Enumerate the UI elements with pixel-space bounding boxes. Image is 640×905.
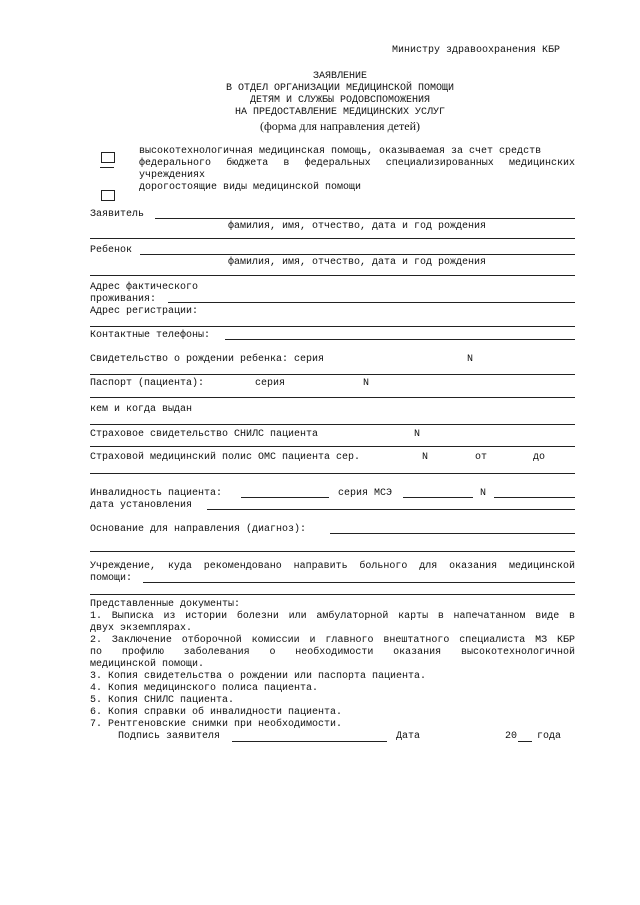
birth-cert-number-label: N <box>467 354 474 365</box>
oms-label: Страховой медицинский полис ОМС пациента сер. <box>90 452 361 463</box>
oms-from-label: от <box>475 452 488 463</box>
disability-field[interactable] <box>241 497 329 498</box>
passport-label: Паспорт (пациента): <box>90 378 205 389</box>
applicant-field-continued[interactable] <box>90 238 575 239</box>
established-field[interactable] <box>207 509 575 510</box>
title-line: ЗАЯВЛЕНИЕ <box>312 71 367 82</box>
expensive-care-label: дорогостоящие виды медицинской помощи <box>139 182 362 193</box>
actual-address-label: Адрес фактического <box>90 282 199 293</box>
child-hint: фамилия, имя, отчество, дата и год рождения <box>228 257 487 268</box>
hitech-option-line: федерального бюджета в федеральных специализированных медицинских <box>139 158 575 169</box>
actual-address-field[interactable] <box>168 302 575 303</box>
issued-by-label: кем и когда выдан <box>90 404 193 415</box>
signature-label: Подпись заявителя <box>118 731 221 742</box>
form-subtitle: (форма для направления детей) <box>260 119 420 133</box>
documents-heading: Представленные документы: <box>90 599 241 610</box>
document-item: 3. Копия свидетельства о рождении или паспорта пациента. <box>90 671 427 682</box>
mse-series-label: серия МСЭ <box>338 488 393 499</box>
birth-cert-label: Свидетельство о рождении ребенка: серия <box>90 354 325 365</box>
reg-address-field[interactable] <box>90 326 575 327</box>
oms-field[interactable] <box>90 473 575 474</box>
signature-field[interactable] <box>232 741 387 742</box>
oms-to-label: до <box>533 452 546 463</box>
expensive-care-checkbox[interactable] <box>101 190 115 201</box>
disability-label: Инвалидность пациента: <box>90 488 223 499</box>
addressee: Министру здравоохранения КБР <box>392 45 561 56</box>
applicant-field[interactable] <box>155 218 575 219</box>
passport-field[interactable] <box>90 397 575 398</box>
diagnosis-field-continued[interactable] <box>90 551 575 552</box>
passport-series-label: серия <box>255 378 286 389</box>
passport-number-label: N <box>363 378 370 389</box>
snils-field[interactable] <box>90 446 575 447</box>
oms-number-label: N <box>422 452 429 463</box>
snils-label: Страховое свидетельство СНИЛС пациента <box>90 429 319 440</box>
document-item: 2. Заключение отборочной комиссии и главного внештатного специалиста МЗ КБР <box>90 635 575 646</box>
document-title <box>170 71 510 133</box>
title-line: НА ПРЕДОСТАВЛЕНИЕ МЕДИЦИНСКИХ УСЛУГ <box>234 107 446 118</box>
reg-address-label: Адрес регистрации: <box>90 306 199 317</box>
phones-field[interactable] <box>225 339 575 340</box>
child-field-continued[interactable] <box>90 275 575 276</box>
date-label: Дата <box>396 731 421 742</box>
document-item: 7. Рентгеновские снимки при необходимости. <box>90 719 343 730</box>
mse-number-label: N <box>480 488 487 499</box>
applicant-hint: фамилия, имя, отчество, дата и год рождения <box>228 221 487 232</box>
year-prefix: 20 <box>505 731 518 742</box>
phones-label: Контактные телефоны: <box>90 330 211 341</box>
document-item: 4. Копия медицинского полиса пациента. <box>90 683 319 694</box>
institution-field-continued[interactable] <box>90 594 575 595</box>
year-suffix: года <box>537 731 562 742</box>
institution-label-2: помощи: <box>90 573 133 584</box>
document-item: 6. Копия справки об инвалидности пациента. <box>90 707 343 718</box>
document-item: медицинской помощи. <box>90 659 205 670</box>
title-line: ДЕТЯМ И СЛУЖБЫ РОДОВСПОМОЖЕНИЯ <box>249 95 431 106</box>
document-item: двух экземплярах. <box>90 623 193 634</box>
document-item: 1. Выписка из истории болезни или амбулаторной карты в напечатанном виде в <box>90 611 575 622</box>
birth-cert-field[interactable] <box>90 374 575 375</box>
title-line: В ОТДЕЛ ОРГАНИЗАЦИИ МЕДИЦИНСКОЙ ПОМОЩИ <box>225 83 455 94</box>
child-label: Ребенок <box>90 245 133 256</box>
hitech-option-line: высокотехнологичная медицинская помощь, оказываемая за счет средств <box>139 146 542 157</box>
mse-number-field[interactable] <box>494 497 575 498</box>
diagnosis-label: Основание для направления (диагноз): <box>90 524 307 535</box>
actual-address-label-2: проживания: <box>90 294 157 305</box>
document-item: по профилю заболевания о необходимости оказания высокотехнологичной <box>90 647 575 658</box>
applicant-label: Заявитель <box>90 209 145 220</box>
checkbox-divider <box>100 167 114 168</box>
diagnosis-field[interactable] <box>330 533 575 534</box>
institution-label: Учреждение, куда рекомендовано направить больного для оказания медицинской <box>90 561 575 572</box>
snils-number-label: N <box>414 429 421 440</box>
mse-series-field[interactable] <box>403 497 473 498</box>
child-field[interactable] <box>140 254 575 255</box>
hitech-checkbox[interactable] <box>101 152 115 163</box>
hitech-option-line: учреждениях <box>139 170 206 181</box>
institution-field[interactable] <box>143 582 575 583</box>
year-field[interactable] <box>518 741 532 742</box>
established-label: дата установления <box>90 500 193 511</box>
issued-by-field[interactable] <box>90 424 575 425</box>
document-item: 5. Копия СНИЛС пациента. <box>90 695 235 706</box>
